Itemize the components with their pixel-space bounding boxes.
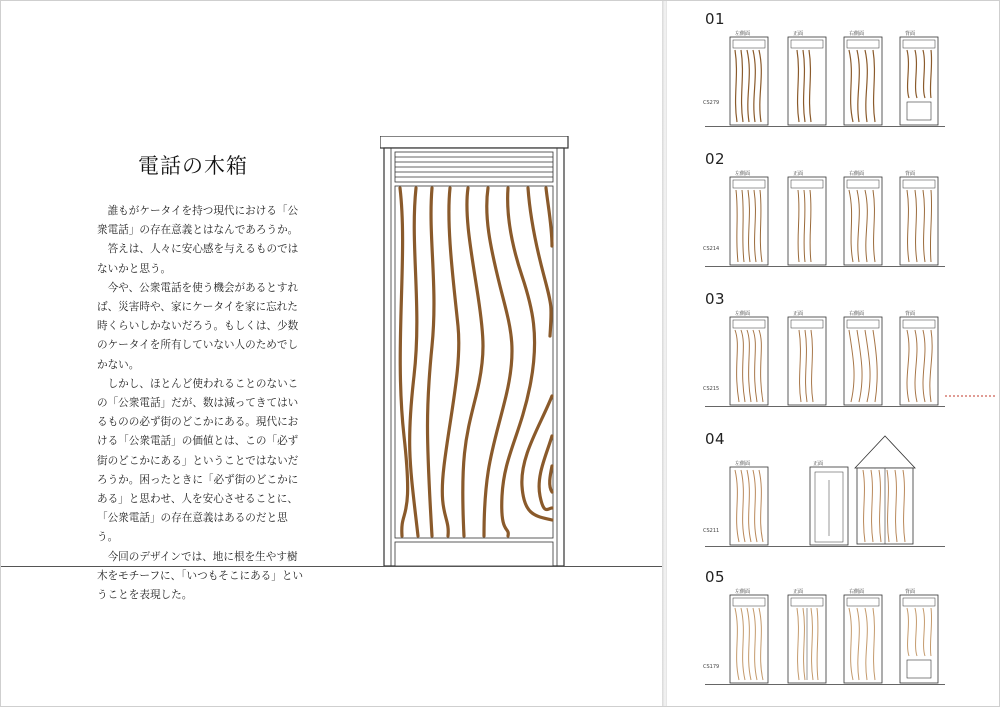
view-left-side: [729, 594, 769, 684]
view-left-side: [729, 316, 769, 406]
variant-03: [667, 290, 1000, 410]
view-label-left: 左側面: [735, 171, 751, 177]
view-left-side: [729, 176, 769, 266]
view-front: [787, 36, 827, 126]
variant-number: 04: [705, 430, 726, 448]
view-label-left: 左側面: [735, 31, 751, 37]
variant-ground-line: [705, 684, 945, 685]
view-label-back: 背面: [905, 31, 916, 37]
variant-02: [667, 150, 1000, 270]
variant-ground-line: [705, 546, 945, 547]
view-label-back: 背面: [905, 311, 916, 317]
variant-number: 03: [705, 290, 726, 308]
ground-line: [0, 566, 662, 567]
booth-front-illustration: [380, 136, 570, 568]
variant-05: [667, 568, 1000, 688]
view-right-side: [843, 594, 883, 684]
view-label-front: 正面: [793, 589, 804, 595]
variant-code: CS211: [703, 528, 720, 534]
variant-ground-line: [705, 266, 945, 267]
paragraph-5: 今回のデザインでは、地に根を生やす樹木をモチーフに、「いつもそこにある」ということを表現した。: [97, 550, 304, 602]
view-left-side: [729, 466, 769, 546]
view-back: [899, 36, 939, 126]
view-front: [787, 176, 827, 266]
view-left-side: [729, 36, 769, 126]
body-text: [97, 202, 305, 605]
right-page: [667, 0, 1000, 707]
view-front-door: [809, 466, 849, 546]
view-front: [787, 316, 827, 406]
view-label-front: 正面: [793, 171, 804, 177]
variant-code: CS214: [703, 246, 720, 252]
paragraph-4: しかし、ほとんど使われることのないこの「公衆電話」だが、数は減ってきてはいるものの必ず街のどこかにある。現代における「公衆電話」の価値とは、この「必ず街のどこかにある」ということではないだろうか。困ったときに「必ず街のどこかにある」と思わせ、人を安心させることに、「公衆電話」の存在意義はあるのだと思う。: [97, 377, 299, 544]
variant-number: 02: [705, 150, 726, 168]
variant-04: [667, 430, 1000, 550]
view-label-front: 正面: [813, 461, 824, 467]
variant-code: CS179: [703, 664, 720, 670]
view-label-left: 左側面: [735, 589, 751, 595]
view-label-back: 背面: [905, 171, 916, 177]
variant-code: CS215: [703, 386, 720, 392]
view-back: [899, 176, 939, 266]
view-label-right: 右側面: [849, 311, 865, 317]
variant-ground-line: [705, 406, 945, 407]
dotted-extension-line: [945, 394, 997, 398]
variant-01: [667, 10, 1000, 130]
variant-code: CS279: [703, 100, 720, 106]
view-label-right: 右側面: [849, 31, 865, 37]
view-label-front: 正面: [793, 311, 804, 317]
paragraph-3: 今や、公衆電話を使う機会があるとすれば、災害時や、家にケータイを家に忘れた時くらいしかないだろう。もしくは、少数のケータイを所有していない人のためでしかない。: [97, 281, 299, 371]
view-right-side: [843, 176, 883, 266]
page-title: 電話の木箱: [138, 154, 248, 178]
view-label-right: 右側面: [849, 171, 865, 177]
view-front: [787, 594, 827, 684]
view-right-side: [843, 36, 883, 126]
view-label-back: 背面: [905, 589, 916, 595]
variant-number: 01: [705, 10, 726, 28]
view-label-right: 右側面: [849, 589, 865, 595]
view-label-left: 左側面: [735, 461, 751, 467]
paragraph-2: 答えは、人々に安心感を与えるものではないかと思う。: [97, 243, 299, 275]
view-right-side: [843, 316, 883, 406]
view-label-front: 正面: [793, 31, 804, 37]
view-roofed-booth: [853, 434, 917, 546]
view-label-left: 左側面: [735, 311, 751, 317]
view-back: [899, 594, 939, 684]
paragraph-1: 誰もがケータイを持つ現代における「公衆電話」の存在意義とはなんであろうか。: [97, 205, 299, 237]
view-back: [899, 316, 939, 406]
variant-number: 05: [705, 568, 726, 586]
variant-ground-line: [705, 126, 945, 127]
